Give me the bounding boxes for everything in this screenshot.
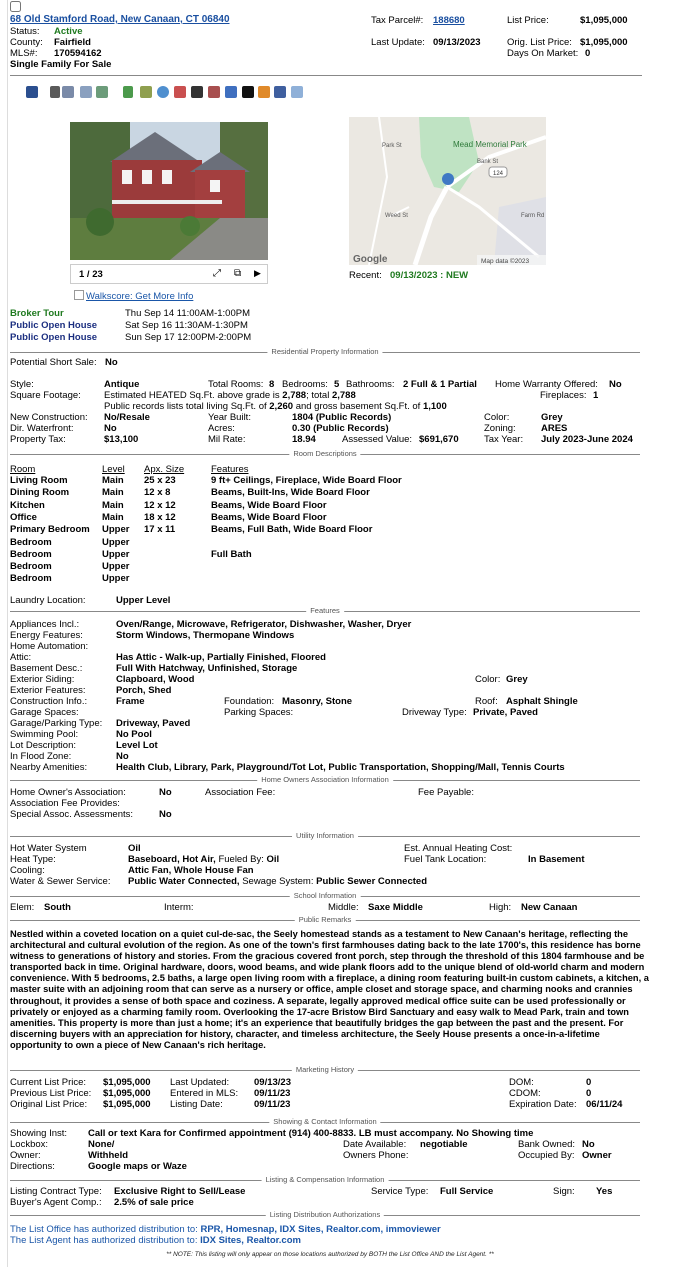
directions-label: Directions:	[10, 1161, 55, 1172]
open-house-when-2: Sat Sep 16 11:30AM-1:30PM	[125, 320, 248, 331]
heating-cost-label: Est. Annual Heating Cost:	[404, 843, 513, 854]
sqft-label: Square Footage:	[10, 390, 81, 401]
middle-label: Middle:	[328, 902, 359, 913]
room-level: Upper	[102, 573, 130, 585]
section-hoa: Home Owners Association Information	[10, 775, 640, 785]
warranty-label: Home Warranty Offered:	[495, 379, 598, 390]
appliances-label: Appliances Incl.:	[10, 619, 80, 630]
occupied-label: Occupied By:	[518, 1150, 575, 1161]
owner-value: Withheld	[88, 1150, 129, 1161]
acres-label: Acres:	[208, 423, 235, 434]
room-features: Full Bath	[211, 548, 252, 560]
recent-value: 09/13/2023 : NEW	[390, 270, 469, 281]
map-street-2: Farm Rd	[521, 213, 545, 219]
amenities-label: Nearby Amenities:	[10, 762, 88, 773]
section-remarks: Public Remarks	[10, 915, 640, 925]
parking-spaces-label: Parking Spaces:	[224, 707, 294, 718]
year-built-label: Year Built:	[208, 412, 251, 423]
current-price-label: Current List Price:	[10, 1077, 87, 1088]
hoa-label: Home Owner's Association:	[10, 787, 126, 798]
hot-water-value: Oil	[128, 843, 141, 854]
section-features: Features	[10, 606, 640, 616]
ext-features-label: Exterior Features:	[10, 685, 86, 696]
year-built-value: 1804 (Public Records)	[292, 412, 392, 423]
water-sewer-label: Water & Sewer Service:	[10, 876, 111, 887]
fee-provides-label: Association Fee Provides:	[10, 798, 120, 809]
foundation-value: Masonry, Stone	[282, 696, 353, 707]
roof-value: Asphalt Shingle	[506, 696, 578, 707]
ext-color-label: Color:	[475, 674, 501, 685]
address-link[interactable]: 68 Old Stamford Road, New Canaan, CT 06840	[10, 14, 230, 25]
pool-value: No Pool	[116, 729, 152, 740]
sqft-line-2: Public records lists total living Sq.Ft. of 2,260 and gross basement Sq.Ft. of 1,100	[104, 401, 447, 412]
popout-icon[interactable]: ⧉	[234, 268, 242, 279]
mil-rate-label: Mil Rate:	[208, 434, 246, 445]
header-divider	[10, 75, 642, 76]
mil-rate-value: 18.94	[292, 434, 316, 445]
room-features: 9 ft+ Ceilings, Fireplace, Wide Board Floor	[211, 475, 402, 486]
expiration-value: 06/11/24	[586, 1099, 623, 1110]
map-street-4: Park St	[382, 143, 402, 149]
original-price-value: $1,095,000	[103, 1099, 151, 1110]
tax-year-value: July 2023-June 2024	[541, 434, 633, 445]
driveway-value: Private, Paved	[473, 707, 538, 718]
style-value: Antique	[104, 379, 140, 390]
room-level: Main	[102, 487, 124, 499]
section-residential: Residential Property Information	[10, 347, 640, 357]
room-level: Upper	[102, 536, 130, 548]
previous-price-value: $1,095,000	[103, 1088, 151, 1099]
buyer-comp-value: 2.5% of sale price	[114, 1197, 194, 1208]
fee-payable-label: Fee Payable:	[418, 787, 474, 798]
list-price-value: $1,095,000	[580, 15, 628, 26]
chart-icon[interactable]	[174, 86, 186, 98]
color-label: Color:	[484, 412, 510, 423]
map-pin-icon	[442, 173, 454, 185]
report-icon[interactable]	[80, 86, 92, 98]
section-school: School Information	[10, 891, 640, 901]
contract-type-value: Exclusive Right to Sell/Lease	[114, 1186, 246, 1197]
room-name: Kitchen	[10, 499, 45, 511]
directions-value: Google maps or Waze	[88, 1161, 187, 1172]
sign-label: Sign:	[553, 1186, 575, 1197]
middle-value: Saxe Middle	[368, 902, 423, 913]
map-canvas	[349, 117, 546, 265]
hoa-value: No	[159, 787, 172, 798]
available-value: negotiable	[420, 1139, 468, 1150]
bathrooms-value: 2 Full & 1 Partial	[403, 379, 477, 390]
orig-list-price-value: $1,095,000	[580, 37, 628, 48]
room-name: Bedroom	[10, 536, 52, 548]
previous-price-label: Previous List Price:	[10, 1088, 92, 1099]
stats-icon[interactable]	[258, 86, 270, 98]
contract-type-label: Listing Contract Type:	[10, 1186, 102, 1197]
public-remarks-text: Nestled within a coveted location on a quiet cul-de-sac, the Seely homestead stands as a testament to New Canaan's heritage, reflecting the architectural and cultural evolution of the region. As one of the town's first farmhouses dating back to the late 1700's, this residence has borne witness to generations of history and stories. From the gracious covered front porch, step through the threshold of this 1804 farmhouse and be transported back in time. Original hardware, doors, wood beams, and wide plank floors add to the unique blend of old-world charm and modern convenience. With 5 bedrooms, 2.5 baths, a large open living room with a fireplace, a dining room featuring built-in custom cabinets, a kitchen, a master suite with an adjoining room that can serve as a nursery or office, ample closet and storage space, and charming nooks and crannies throughout, it provides a sense of both space and coziness. A separate, legally approved medical office suite can be used professionally or privately or enjoyed as a charming family room. Overlooking the 17-acre Bristow Bird Sanctuary and easy walk to Mead Park, train and town amenities. This property is more than just a home; it's an experience that beautifully bridges the gap between the past and the present. For discerning buyers with an appreciation for history, character, and timeless architecture, the Seely House presents a once-in-a-lifetime opportunity to own a piece of New Canaan's rich heritage.	[10, 929, 649, 1050]
energy-value: Storm Windows, Thermopane Windows	[116, 630, 295, 641]
room-level: Main	[102, 475, 124, 486]
siding-label: Exterior Siding:	[10, 674, 75, 685]
cooling-value: Attic Fan, Whole House Fan	[128, 865, 254, 876]
copy-icon[interactable]	[291, 86, 303, 98]
photo-icon[interactable]	[96, 86, 108, 98]
map-park-label: Mead Memorial Park	[453, 140, 527, 149]
flood-value: No	[116, 751, 129, 762]
total-rooms-value: 8	[269, 379, 275, 390]
room-features: Beams, Wide Board Floor	[211, 499, 327, 511]
room-name: Primary Bedroom	[10, 524, 90, 536]
tax-parcel-link[interactable]: 188680	[433, 15, 465, 26]
list-price-label: List Price:	[507, 15, 549, 26]
section-utility: Utility Information	[10, 831, 640, 841]
globe-icon[interactable]	[157, 86, 169, 98]
bank-owned-value: No	[582, 1139, 595, 1150]
zoning-value: ARES	[541, 423, 568, 434]
garage-type-label: Garage/Parking Type:	[10, 718, 103, 729]
new-construction-value: No/Resale	[104, 412, 150, 423]
office-distribution-line: The List Office has authorized distribution to: RPR, Homesnap, IDX Sites, Realtor.com, immoviewer	[10, 1224, 441, 1235]
total-rooms-label: Total Rooms:	[208, 379, 264, 390]
owner-label: Owner:	[10, 1150, 41, 1161]
showing-inst-label: Showing Inst:	[10, 1128, 68, 1139]
original-price-label: Original List Price:	[10, 1099, 88, 1110]
room-features: Beams, Full Bath, Wide Board Floor	[211, 524, 373, 536]
room-level: Upper	[102, 561, 130, 573]
room-features: Beams, Built-Ins, Wide Board Floor	[211, 487, 370, 499]
attic-value: Has Attic - Walk-up, Partially Finished, Floored	[116, 652, 326, 663]
google-logo: Google	[353, 254, 388, 265]
mls-value: 170594162	[54, 48, 102, 59]
weather-icon[interactable]	[191, 86, 203, 98]
pool-label: Swimming Pool:	[10, 729, 79, 740]
map-street-3: Weed St	[385, 213, 408, 219]
house-photo-image	[70, 122, 268, 260]
photo-pager	[70, 264, 268, 284]
county-value: Fairfield	[54, 37, 91, 48]
room-name: Bedroom	[10, 548, 52, 560]
section-rooms: Room Descriptions	[10, 449, 640, 459]
walkscore-text: Walkscore: Get More Info	[86, 291, 194, 302]
warranty-value: No	[609, 379, 622, 390]
appliances-value: Oven/Range, Microwave, Refrigerator, Dishwasher, Washer, Dryer	[116, 619, 412, 630]
service-type-label: Service Type:	[371, 1186, 429, 1197]
room-size: 18 x 12	[144, 511, 176, 523]
fuel-tank-value: In Basement	[528, 854, 585, 865]
fireplaces-value: 1	[593, 390, 599, 401]
section-showing: Showing & Contact Information	[10, 1117, 640, 1127]
sign-value: Yes	[596, 1186, 613, 1197]
mh-dom-value: 0	[586, 1077, 592, 1088]
property-tax-label: Property Tax:	[10, 434, 66, 445]
lockbox-value: None/	[88, 1139, 115, 1150]
buyer-comp-label: Buyer's Agent Comp.:	[10, 1197, 102, 1208]
walkscore-image-icon	[74, 290, 84, 300]
agent-distribution-line: The List Agent has authorized distribution to: IDX Sites, Realtor.com	[10, 1235, 301, 1246]
cooling-label: Cooling:	[10, 865, 45, 876]
status-value: Active	[54, 26, 83, 37]
open-house-type-3: Public Open House	[10, 332, 98, 343]
last-updated-label: Last Updated:	[170, 1077, 230, 1088]
ext-features-value: Porch, Shed	[116, 685, 172, 696]
sqft-line-1: Estimated HEATED Sq.Ft. above grade is 2,788; total 2,788	[104, 390, 356, 401]
energy-label: Energy Features:	[10, 630, 83, 641]
automation-label: Home Automation:	[10, 641, 89, 652]
map-street-1: Bank St	[477, 159, 499, 165]
hoa-fee-label: Association Fee:	[205, 787, 276, 798]
heat-type-line: Baseboard, Hot Air, Fueled By: Oil	[128, 854, 280, 865]
open-house-type-1: Broker Tour	[10, 308, 64, 319]
walkscore-link[interactable]	[74, 290, 193, 302]
fuel-tank-label: Fuel Tank Location:	[404, 854, 487, 865]
driveway-label: Driveway Type:	[402, 707, 467, 718]
expand-icon[interactable]: ⤢	[213, 268, 221, 279]
high-value: New Canaan	[521, 902, 578, 913]
mls-label: MLS#:	[10, 48, 38, 59]
style-label: Style:	[10, 379, 34, 390]
occupied-value: Owner	[582, 1150, 612, 1161]
add-icon[interactable]	[62, 86, 74, 98]
expiration-label: Expiration Date:	[509, 1099, 577, 1110]
rooms-header-level: Level	[102, 464, 125, 475]
siding-value: Clapboard, Wood	[116, 674, 195, 685]
last-update-label: Last Update:	[371, 37, 425, 48]
open-house-when-1: Thu Sep 14 11:00AM-1:00PM	[125, 308, 250, 319]
location-map[interactable]	[349, 117, 546, 265]
water-sewer-line: Public Water Connected, Sewage System: Public Sewer Connected	[128, 876, 428, 887]
next-arrow-icon[interactable]: ▶	[254, 268, 261, 278]
special-assessments-label: Special Assoc. Assessments:	[10, 809, 134, 820]
room-size: 12 x 12	[144, 499, 176, 511]
tax-parcel-label: Tax Parcel#:	[371, 15, 424, 26]
section-distribution: Listing Distribution Authorizations	[10, 1210, 640, 1220]
dom-value: 0	[585, 48, 591, 59]
orig-list-price-label: Orig. List Price:	[507, 37, 572, 48]
bank-icon[interactable]	[225, 86, 237, 98]
attic-label: Attic:	[10, 652, 32, 663]
select-checkbox[interactable]	[10, 1, 21, 12]
room-size: 17 x 11	[144, 524, 176, 536]
laundry-label: Laundry Location:	[10, 595, 86, 606]
mh-dom-label: DOM:	[509, 1077, 534, 1088]
room-name: Living Room	[10, 475, 68, 486]
room-level: Upper	[102, 548, 130, 560]
last-update-value: 09/13/2023	[433, 37, 481, 48]
room-level: Main	[102, 499, 124, 511]
recent-label: Recent:	[349, 270, 382, 281]
elem-label: Elem:	[10, 902, 35, 913]
new-construction-label: New Construction:	[10, 412, 88, 423]
bedrooms-value: 5	[334, 379, 340, 390]
assessed-label: Assessed Value:	[342, 434, 413, 445]
waterfront-label: Dir. Waterfront:	[10, 423, 74, 434]
map-icon[interactable]	[26, 86, 38, 98]
rooms-header-room: Room	[10, 464, 36, 475]
section-listing: Listing & Compensation Information	[10, 1175, 640, 1185]
basement-value: Full With Hatchway, Unfinished, Storage	[116, 663, 298, 674]
entered-label: Entered in MLS:	[170, 1088, 239, 1099]
elem-value: South	[44, 902, 71, 913]
print-icon[interactable]	[50, 86, 60, 98]
room-name: Dining Room	[10, 487, 70, 499]
bank-owned-label: Bank Owned:	[518, 1139, 576, 1150]
tax-icon[interactable]	[140, 86, 152, 98]
assessed-value: $691,670	[419, 434, 459, 445]
current-price-value: $1,095,000	[103, 1077, 151, 1088]
flood-label: In Flood Zone:	[10, 751, 72, 762]
room-size: 12 x 8	[144, 487, 171, 499]
rooms-header-size: Apx. Size	[144, 464, 185, 475]
dom-label: Days On Market:	[507, 48, 579, 59]
left-border	[7, 0, 8, 1267]
entered-value: 09/11/23	[254, 1088, 291, 1099]
rooms-header-features: Features	[211, 464, 249, 475]
room-name: Bedroom	[10, 561, 52, 573]
garage-spaces-label: Garage Spaces:	[10, 707, 79, 718]
map-route-label: 124	[492, 171, 504, 177]
garage-type-value: Driveway, Paved	[116, 718, 191, 729]
foundation-label: Foundation:	[224, 696, 275, 707]
room-name: Office	[10, 511, 37, 523]
map-attribution: Map data ©2023	[481, 258, 530, 265]
section-marketing: Marketing History	[10, 1065, 640, 1075]
ext-color-value: Grey	[506, 674, 528, 685]
lockbox-label: Lockbox:	[10, 1139, 49, 1150]
high-label: High:	[489, 902, 512, 913]
construction-label: Construction Info.:	[10, 696, 88, 707]
listing-date-label: Listing Date:	[170, 1099, 223, 1110]
color-value: Grey	[541, 412, 563, 423]
tree-icon[interactable]	[123, 86, 133, 98]
short-sale-label: Potential Short Sale:	[10, 357, 97, 368]
room-size: 25 x 23	[144, 475, 176, 486]
open-house-type-2: Public Open House	[10, 320, 98, 331]
listing-date-value: 09/11/23	[254, 1099, 291, 1110]
property-photo[interactable]	[70, 122, 268, 260]
tax-year-label: Tax Year:	[484, 434, 524, 445]
nrs-icon[interactable]	[242, 86, 254, 98]
room-name: Bedroom	[10, 573, 52, 585]
showing-inst-value: Call or text Kara for Confirmed appointment (914) 400-8833. LB must accompany. No Showing time	[88, 1128, 534, 1139]
construction-value: Frame	[116, 696, 145, 707]
property-tax-value: $13,100	[104, 434, 139, 445]
roof-label: Roof:	[475, 696, 498, 707]
last-updated-value: 09/13/23	[254, 1077, 291, 1088]
short-sale-value: No	[105, 357, 118, 368]
room-level: Upper	[102, 524, 130, 536]
people-icon[interactable]	[274, 86, 286, 98]
basement-label: Basement Desc.:	[10, 663, 83, 674]
service-type-value: Full Service	[440, 1186, 494, 1197]
special-assessments-value: No	[159, 809, 172, 820]
room-features: Beams, Wide Board Floor	[211, 511, 327, 523]
road-icon[interactable]	[208, 86, 220, 98]
photo-counter: 1 / 23	[79, 269, 103, 280]
interm-label: Interm:	[164, 902, 194, 913]
lot-value: Level Lot	[116, 740, 158, 751]
property-type: Single Family For Sale	[10, 59, 112, 70]
amenities-value: Health Club, Library, Park, Playground/Tot Lot, Public Transportation, Shopping/Mall, Tennis Courts	[116, 762, 565, 773]
open-house-when-3: Sun Sep 17 12:00PM-2:00PM	[125, 332, 252, 343]
waterfront-value: No	[104, 423, 117, 434]
lot-label: Lot Description:	[10, 740, 77, 751]
county-label: County:	[10, 37, 43, 48]
zoning-label: Zoning:	[484, 423, 516, 434]
status-label: Status:	[10, 26, 40, 37]
bedrooms-label: Bedrooms:	[282, 379, 328, 390]
available-label: Date Available:	[343, 1139, 407, 1150]
heat-type-label: Heat Type:	[10, 854, 56, 865]
laundry-value: Upper Level	[116, 595, 171, 606]
bathrooms-label: Bathrooms:	[346, 379, 395, 390]
room-level: Main	[102, 511, 124, 523]
cdom-value: 0	[586, 1088, 592, 1099]
fireplaces-label: Fireplaces:	[540, 390, 587, 401]
acres-value: 0.30 (Public Records)	[292, 423, 389, 434]
cdom-label: CDOM:	[509, 1088, 541, 1099]
hot-water-label: Hot Water System	[10, 843, 87, 854]
owners-phone-label: Owners Phone:	[343, 1150, 409, 1161]
distribution-note: ** NOTE: This listing will only appear on those locations authorized by BOTH the List Office AND the List Agent. **	[166, 1251, 494, 1258]
